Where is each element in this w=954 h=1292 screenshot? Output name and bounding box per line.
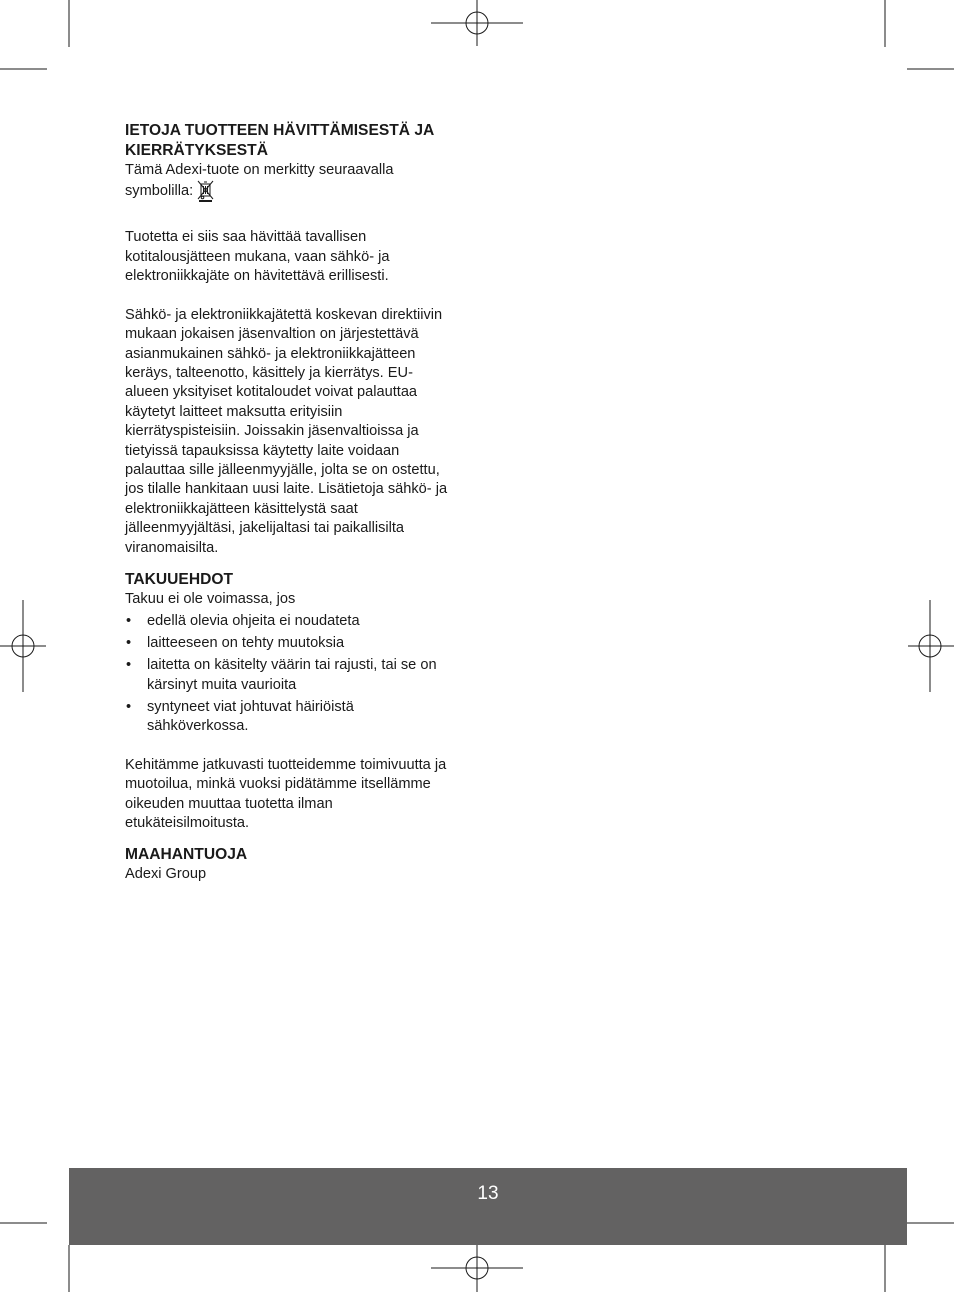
disposal-intro: Tämä Adexi-tuote on merkitty seuraavalla symbolilla: [125, 161, 470, 209]
importer-section [125, 845, 470, 884]
list-item: • laitetta on käsitelty väärin tai rajusti, tai se on kärsinyt muita vaurioita [125, 656, 470, 695]
registration-mark-left [0, 600, 46, 692]
warranty-section [125, 570, 470, 833]
warranty-intro: Takuu ei ole voimassa, jos [125, 591, 296, 608]
registration-mark-right [908, 600, 954, 692]
disposal-paragraph-1: Tuotetta ei siis saa hävittää tavallisen kotitalousjätteen mukana, vaan sähkö- ja elektroniikkajäte on hävitettävä erillisesti. [125, 229, 390, 285]
registration-mark-top [431, 0, 523, 46]
disposal-heading: IETOJA TUOTTEEN HÄVITTÄMISESTÄ JA KIERRÄTYKSESTÄ [125, 122, 435, 159]
disposal-section [125, 121, 470, 558]
crossed-out-wheelie-bin-icon [197, 180, 214, 208]
disposal-paragraph-2: Sähkö- ja elektroniikkajätettä koskevan direktiivin mukaan jokaisen jäsenvaltion on järjestettävä asianmukainen sähkö- ja elektroniikkajätteen keräys, talteenotto, käsittely ja kierrätys. EU- alueen yksityiset kotitaloudet voivat palauttaa käytetyt laitteet maksutta erityisiin kierrätyspisteisiin. Joissakin jäsenvaltioissa ja tietyissä tapauksissa käytetty laite voidaan palauttaa sille jälleenmyyjälle, jolta se on ostettu, jos tilalle hankitaan uusi laite. Lisätietoja sähkö- ja elektroniikkajätteen käsittelystä saat jälleenmyyjältäsi, jakelijaltasi tai paikallisilta viranomaisilta. [125, 306, 448, 556]
main-column [125, 121, 470, 885]
list-item: • edellä olevia ohjeita ei noudateta [125, 612, 470, 631]
registration-mark-bottom [431, 1245, 523, 1292]
warranty-heading: TAKUUEHDOT [125, 571, 233, 589]
warranty-closing-paragraph: Kehitämme jatkuvasti tuotteidemme toimivuutta ja muotoilua, minkä vuoksi pidätämme itsellämme oikeuden muuttaa tuotetta ilman etukäteisilmoitusta. [125, 756, 447, 831]
importer-heading: MAAHANTUOJA [125, 846, 248, 864]
list-item: • laitteeseen on tehty muutoksia [125, 634, 470, 653]
footer-bar [69, 1168, 907, 1245]
list-item: • syntyneet viat johtuvat häiriöistä sähköverkossa. [125, 698, 470, 737]
page-number: 13 [477, 1183, 499, 1204]
warranty-conditions-list [125, 612, 470, 736]
importer-name: Adexi Group [125, 866, 207, 883]
